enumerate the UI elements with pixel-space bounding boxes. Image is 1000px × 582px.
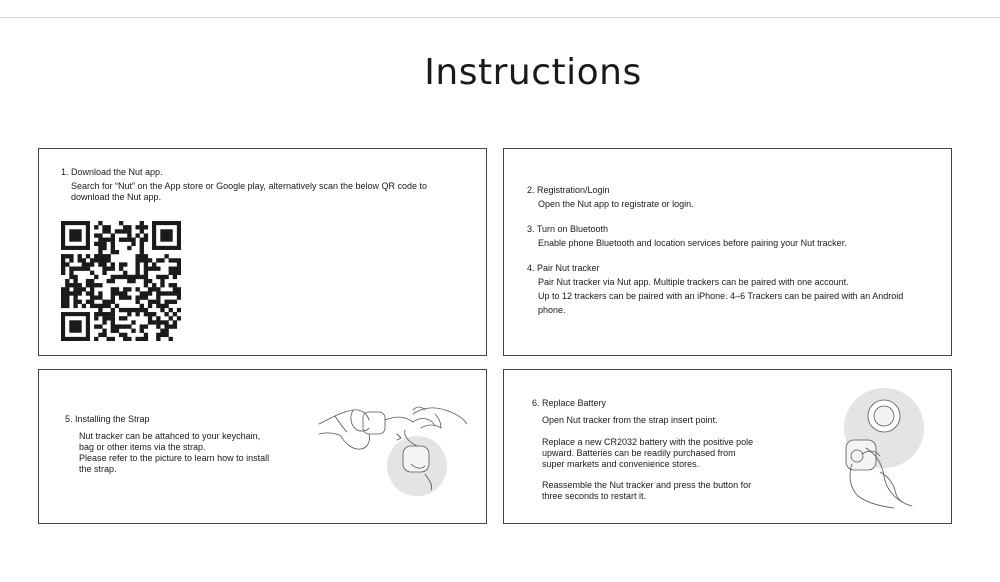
step-1-heading: 1. Download the Nut app. — [61, 167, 163, 177]
step-3-heading: 3. Turn on Bluetooth — [527, 224, 609, 234]
card-setup — [503, 148, 952, 356]
top-divider — [0, 17, 1000, 18]
step-5-heading: 5. Installing the Strap — [65, 414, 150, 424]
qr-code-icon[interactable] — [61, 221, 181, 341]
battery-hand-illustration-icon — [822, 384, 947, 514]
step-2-heading: 2. Registration/Login — [527, 185, 610, 195]
step-5-body: Nut tracker can be attahced to your keychain, bag or other items via the strap. Please refer to the picture to learn how to install the strap. — [79, 431, 270, 474]
step-4-line-2: Up to 12 trackers can be paired with an iPhone. 4–6 Trackers can be paired with an Android — [538, 291, 904, 301]
step-4-heading: 4. Pair Nut tracker — [527, 263, 600, 273]
card-battery — [503, 369, 952, 524]
step-1-body: Search for “Nut” on the App store or Google play, alternatively scan the below QR code to download the Nut app. — [71, 181, 428, 202]
step-6-para-1: Open Nut tracker from the strap insert point. — [542, 415, 718, 425]
strap-hands-illustration-icon — [317, 404, 467, 499]
step-4-line-3: phone. — [538, 305, 566, 315]
step-6-para-2: Replace a new CR2032 battery with the positive pole upward. Batteries can be readily purchased from super markets and convenience stores. — [542, 437, 754, 469]
card-strap — [38, 369, 487, 524]
step-3-body: Enable phone Bluetooth and location services before pairing your Nut tracker. — [538, 238, 847, 248]
step-2-body: Open the Nut app to registrate or login. — [538, 199, 694, 209]
step-6-para-3: Reassemble the Nut tracker and press the button for three seconds to restart it. — [542, 480, 752, 501]
card-download — [38, 148, 487, 356]
page-title: Instructions — [424, 52, 642, 93]
step-6-heading: 6. Replace Battery — [532, 398, 607, 408]
step-4-line-1: Pair Nut tracker via Nut app. Multiple trackers can be paired with one account. — [538, 277, 849, 287]
